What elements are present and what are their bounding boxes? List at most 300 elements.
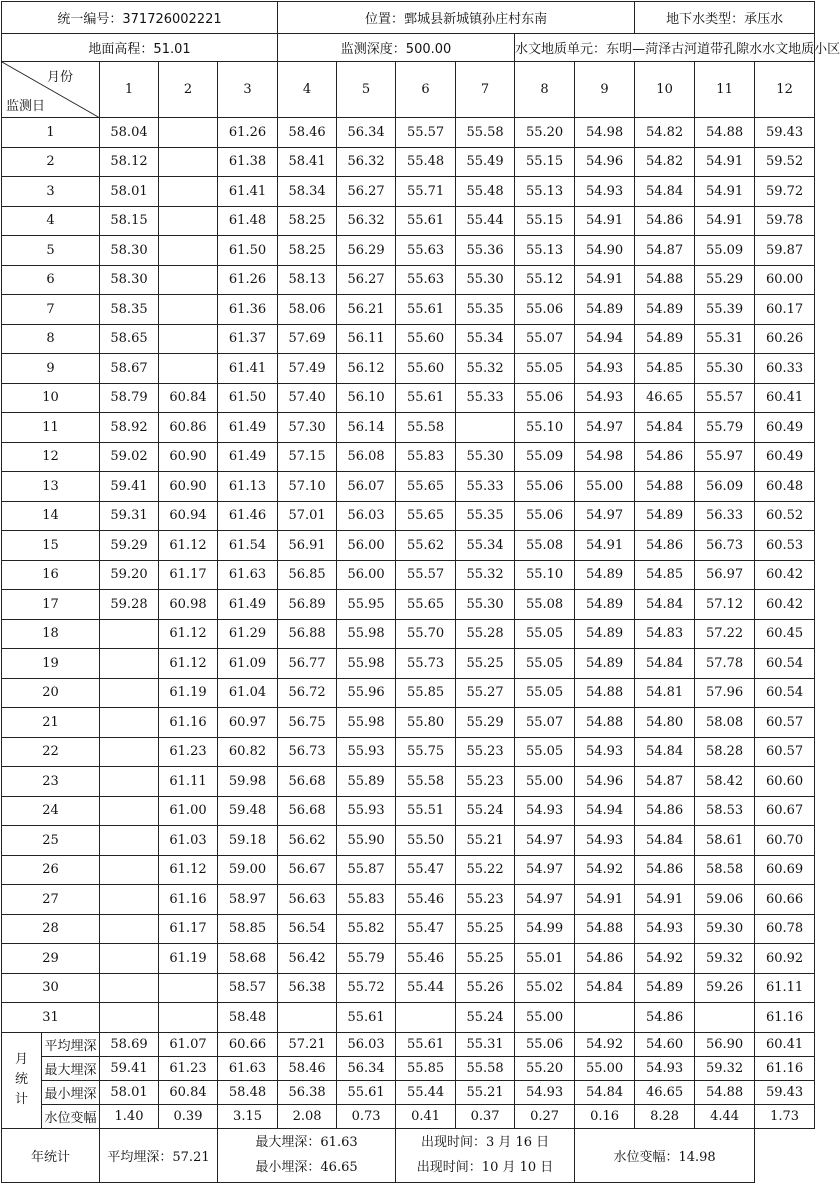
depth-value: 55.90 <box>337 826 396 856</box>
depth-value: 61.19 <box>159 944 218 974</box>
depth-value: 58.04 <box>100 118 159 148</box>
depth-value: 55.58 <box>396 413 456 443</box>
monthly-stat-value: 58.46 <box>278 1056 337 1080</box>
depth-value: 55.09 <box>695 236 755 266</box>
depth-value: 54.82 <box>635 118 695 148</box>
table-row <box>2 531 815 561</box>
depth-value <box>100 649 159 679</box>
depth-value: 56.34 <box>337 118 396 148</box>
depth-value: 55.33 <box>456 383 515 413</box>
depth-value: 61.16 <box>755 1003 815 1033</box>
depth-value: 54.92 <box>635 944 695 974</box>
depth-value: 55.98 <box>337 649 396 679</box>
depth-value: 54.97 <box>575 501 635 531</box>
monthly-stat-value: 60.84 <box>159 1080 218 1104</box>
monthly-stat-name: 平均埋深 <box>42 1032 100 1056</box>
depth-value: 59.28 <box>100 590 159 620</box>
depth-value: 57.15 <box>278 442 337 472</box>
depth-value: 61.29 <box>218 619 278 649</box>
depth-value <box>100 914 159 944</box>
depth-value <box>159 1003 218 1033</box>
depth-value: 60.49 <box>755 413 815 443</box>
depth-value: 56.91 <box>278 531 337 561</box>
depth-value: 58.65 <box>100 324 159 354</box>
depth-value: 56.62 <box>278 826 337 856</box>
depth-value: 54.89 <box>575 590 635 620</box>
depth-value: 58.25 <box>278 206 337 236</box>
depth-value: 56.27 <box>337 177 396 207</box>
depth-value: 58.46 <box>278 118 337 148</box>
depth-value: 54.87 <box>635 236 695 266</box>
depth-value: 59.52 <box>755 147 815 177</box>
depth-value: 54.94 <box>575 324 635 354</box>
depth-value: 55.70 <box>396 619 456 649</box>
depth-value: 54.84 <box>635 177 695 207</box>
depth-value: 59.00 <box>218 855 278 885</box>
yearly-min-depth: 最小埋深：46.65 <box>255 1160 358 1175</box>
depth-value: 55.44 <box>456 206 515 236</box>
depth-value: 61.50 <box>218 236 278 266</box>
monthly-stat-value: 59.32 <box>695 1056 755 1080</box>
depth-value: 55.47 <box>396 914 456 944</box>
monthly-stat-label-text: 月统计 <box>14 1052 28 1107</box>
depth-value: 60.48 <box>755 472 815 502</box>
depth-value: 61.03 <box>159 826 218 856</box>
depth-value: 56.11 <box>337 324 396 354</box>
depth-value: 54.92 <box>575 855 635 885</box>
month-header: 1 <box>100 62 159 118</box>
depth-value: 61.00 <box>159 796 218 826</box>
depth-value: 55.05 <box>515 737 575 767</box>
monthly-stat-value: 46.65 <box>635 1080 695 1104</box>
depth-value: 57.40 <box>278 383 337 413</box>
depth-value <box>100 619 159 649</box>
monthly-stat-value: 0.73 <box>337 1104 396 1128</box>
depth-value: 55.01 <box>515 944 575 974</box>
depth-value <box>159 147 218 177</box>
depth-value <box>159 324 218 354</box>
depth-value: 55.62 <box>396 531 456 561</box>
depth-value: 54.89 <box>575 560 635 590</box>
depth-value: 60.84 <box>159 383 218 413</box>
depth-value: 55.32 <box>456 560 515 590</box>
depth-value <box>159 354 218 384</box>
depth-value: 57.49 <box>278 354 337 384</box>
depth-value: 58.35 <box>100 295 159 325</box>
depth-value: 55.21 <box>456 826 515 856</box>
depth-value: 56.67 <box>278 855 337 885</box>
monthly-stat-value: 57.21 <box>278 1032 337 1056</box>
depth-value: 58.12 <box>100 147 159 177</box>
depth-value: 54.97 <box>575 413 635 443</box>
monthly-stat-value: 58.48 <box>218 1080 278 1104</box>
monthly-stat-value: 54.84 <box>575 1080 635 1104</box>
table-row <box>2 885 815 915</box>
depth-value: 54.99 <box>515 914 575 944</box>
table-row <box>2 708 815 738</box>
month-header-row <box>2 62 815 118</box>
depth-value: 60.41 <box>755 383 815 413</box>
depth-value: 56.00 <box>337 560 396 590</box>
table-row <box>2 177 815 207</box>
depth-value: 55.98 <box>337 619 396 649</box>
depth-value: 56.09 <box>695 472 755 502</box>
depth-value: 54.97 <box>515 826 575 856</box>
depth-value: 55.24 <box>456 796 515 826</box>
monthly-stat-value: 4.44 <box>695 1104 755 1128</box>
monthly-stat-row <box>2 1104 815 1128</box>
depth-value: 56.38 <box>278 973 337 1003</box>
month-header: 2 <box>159 62 218 118</box>
yearly-stat-label: 年统计 <box>2 1128 100 1182</box>
monthly-stat-value: 55.20 <box>515 1056 575 1080</box>
depth-value: 54.85 <box>635 560 695 590</box>
table-row <box>2 973 815 1003</box>
depth-value: 55.28 <box>456 619 515 649</box>
depth-value: 55.63 <box>396 265 456 295</box>
depth-value: 55.46 <box>396 885 456 915</box>
depth-value: 55.36 <box>456 236 515 266</box>
month-header: 12 <box>755 62 815 118</box>
day-label: 29 <box>2 944 100 974</box>
depth-value: 54.89 <box>575 619 635 649</box>
depth-value: 55.63 <box>396 236 456 266</box>
depth-value: 56.12 <box>337 354 396 384</box>
depth-value: 57.96 <box>695 678 755 708</box>
depth-value: 54.86 <box>575 944 635 974</box>
depth-value: 60.33 <box>755 354 815 384</box>
depth-value: 58.85 <box>218 914 278 944</box>
depth-value <box>695 1003 755 1033</box>
month-header: 8 <box>515 62 575 118</box>
depth-value: 56.32 <box>337 206 396 236</box>
groundwater-type: 地下水类型：承压水 <box>635 2 815 34</box>
monthly-stat-value: 55.06 <box>515 1032 575 1056</box>
depth-value <box>100 767 159 797</box>
depth-value: 59.48 <box>218 796 278 826</box>
depth-value <box>100 1003 159 1033</box>
depth-value: 55.79 <box>337 944 396 974</box>
hydrogeologic-unit: 水文地质单元：东明—菏泽古河道带孔隙水水文地质小区 <box>515 34 815 62</box>
depth-value: 58.57 <box>218 973 278 1003</box>
depth-value <box>159 118 218 148</box>
depth-value: 54.91 <box>695 147 755 177</box>
depth-value: 59.06 <box>695 885 755 915</box>
depth-value <box>100 737 159 767</box>
monthly-stat-value: 0.16 <box>575 1104 635 1128</box>
table-row <box>2 118 815 148</box>
depth-value: 56.27 <box>337 265 396 295</box>
month-header: 3 <box>218 62 278 118</box>
depth-value: 61.50 <box>218 383 278 413</box>
depth-value: 56.32 <box>337 147 396 177</box>
depth-value: 56.97 <box>695 560 755 590</box>
depth-value: 61.11 <box>159 767 218 797</box>
station-location: 位置：鄄城县新城镇孙庄村东南 <box>278 2 635 34</box>
depth-value: 55.13 <box>515 177 575 207</box>
depth-value: 61.11 <box>755 973 815 1003</box>
depth-value: 54.88 <box>575 678 635 708</box>
depth-value: 56.63 <box>278 885 337 915</box>
depth-value: 54.84 <box>635 590 695 620</box>
depth-value: 55.89 <box>337 767 396 797</box>
day-label: 27 <box>2 885 100 915</box>
depth-value <box>575 1003 635 1033</box>
depth-value: 56.72 <box>278 678 337 708</box>
depth-value: 55.15 <box>515 147 575 177</box>
depth-value: 61.49 <box>218 590 278 620</box>
depth-value: 61.13 <box>218 472 278 502</box>
depth-value <box>100 885 159 915</box>
table-row <box>2 855 815 885</box>
depth-value <box>100 973 159 1003</box>
depth-value <box>396 1003 456 1033</box>
depth-value: 55.25 <box>456 944 515 974</box>
table-row <box>2 826 815 856</box>
depth-value <box>100 678 159 708</box>
depth-value: 55.27 <box>456 678 515 708</box>
depth-value: 60.70 <box>755 826 815 856</box>
depth-value: 55.32 <box>456 354 515 384</box>
day-label: 17 <box>2 590 100 620</box>
day-label: 30 <box>2 973 100 1003</box>
depth-value: 60.42 <box>755 590 815 620</box>
depth-value: 55.44 <box>396 973 456 1003</box>
depth-value: 56.29 <box>337 236 396 266</box>
depth-value: 56.73 <box>695 531 755 561</box>
depth-value: 57.10 <box>278 472 337 502</box>
depth-value: 56.33 <box>695 501 755 531</box>
depth-value: 55.05 <box>515 354 575 384</box>
depth-value: 59.32 <box>695 944 755 974</box>
depth-value: 54.93 <box>635 914 695 944</box>
depth-value: 54.93 <box>575 177 635 207</box>
depth-value: 58.68 <box>218 944 278 974</box>
monthly-stat-value: 60.66 <box>218 1032 278 1056</box>
depth-value: 55.57 <box>396 118 456 148</box>
depth-value: 55.50 <box>396 826 456 856</box>
depth-value: 58.53 <box>695 796 755 826</box>
monthly-stat-value: 55.44 <box>396 1080 456 1104</box>
month-axis-label: 月份 <box>46 70 73 85</box>
table-row <box>2 236 815 266</box>
depth-value: 55.07 <box>515 324 575 354</box>
monthly-stat-value: 2.08 <box>278 1104 337 1128</box>
depth-value: 55.79 <box>695 413 755 443</box>
depth-value <box>159 236 218 266</box>
depth-value: 60.98 <box>159 590 218 620</box>
depth-value: 55.30 <box>456 590 515 620</box>
depth-value <box>456 413 515 443</box>
depth-value: 55.22 <box>456 855 515 885</box>
depth-value: 55.47 <box>396 855 456 885</box>
monthly-stat-value: 54.92 <box>575 1032 635 1056</box>
table-row <box>2 914 815 944</box>
depth-value: 60.60 <box>755 767 815 797</box>
depth-value <box>159 295 218 325</box>
depth-value: 55.00 <box>575 472 635 502</box>
depth-value: 57.30 <box>278 413 337 443</box>
depth-value: 55.48 <box>456 177 515 207</box>
depth-value: 55.26 <box>456 973 515 1003</box>
depth-value: 60.42 <box>755 560 815 590</box>
depth-value: 54.86 <box>635 796 695 826</box>
depth-value: 55.00 <box>515 767 575 797</box>
depth-value: 55.12 <box>515 265 575 295</box>
depth-value: 55.83 <box>337 885 396 915</box>
depth-value: 56.10 <box>337 383 396 413</box>
groundwater-monitoring-table <box>1 1 840 1183</box>
depth-value: 58.61 <box>695 826 755 856</box>
depth-value: 55.29 <box>456 708 515 738</box>
depth-value: 56.77 <box>278 649 337 679</box>
day-label: 23 <box>2 767 100 797</box>
depth-value: 55.25 <box>456 914 515 944</box>
depth-value: 55.10 <box>515 560 575 590</box>
depth-value: 55.87 <box>337 855 396 885</box>
depth-value: 56.07 <box>337 472 396 502</box>
depth-value <box>278 1003 337 1033</box>
depth-value: 61.54 <box>218 531 278 561</box>
depth-value: 58.25 <box>278 236 337 266</box>
depth-value: 58.30 <box>100 236 159 266</box>
depth-value: 60.92 <box>755 944 815 974</box>
depth-value: 55.08 <box>515 531 575 561</box>
depth-value: 55.73 <box>396 649 456 679</box>
depth-value: 55.65 <box>396 472 456 502</box>
monthly-stat-value: 60.41 <box>755 1032 815 1056</box>
depth-value: 56.73 <box>278 737 337 767</box>
day-label: 15 <box>2 531 100 561</box>
depth-value: 55.85 <box>396 678 456 708</box>
depth-value: 55.06 <box>515 501 575 531</box>
depth-value: 55.35 <box>456 295 515 325</box>
day-label: 2 <box>2 147 100 177</box>
depth-value: 59.41 <box>100 472 159 502</box>
depth-value: 60.49 <box>755 442 815 472</box>
table-row <box>2 590 815 620</box>
depth-value: 55.60 <box>396 354 456 384</box>
day-label: 1 <box>2 118 100 148</box>
day-label: 8 <box>2 324 100 354</box>
depth-value: 55.57 <box>396 560 456 590</box>
depth-value: 58.08 <box>695 708 755 738</box>
depth-value: 54.89 <box>635 501 695 531</box>
depth-value: 58.48 <box>218 1003 278 1033</box>
depth-value: 54.93 <box>515 796 575 826</box>
table-row <box>2 796 815 826</box>
depth-value: 61.38 <box>218 147 278 177</box>
day-label: 26 <box>2 855 100 885</box>
depth-value: 58.30 <box>100 265 159 295</box>
depth-value: 55.30 <box>456 265 515 295</box>
yearly-stat-row <box>2 1128 815 1182</box>
table-row <box>2 413 815 443</box>
depth-value: 59.78 <box>755 206 815 236</box>
depth-value: 58.06 <box>278 295 337 325</box>
depth-value: 55.83 <box>396 442 456 472</box>
monthly-stat-value: 0.39 <box>159 1104 218 1128</box>
depth-value: 59.98 <box>218 767 278 797</box>
monthly-stat-value: 0.37 <box>456 1104 515 1128</box>
depth-value: 61.37 <box>218 324 278 354</box>
day-label: 18 <box>2 619 100 649</box>
monthly-stat-value: 61.23 <box>159 1056 218 1080</box>
depth-value: 60.69 <box>755 855 815 885</box>
depth-value: 55.06 <box>515 472 575 502</box>
depth-value: 55.06 <box>515 383 575 413</box>
month-header: 4 <box>278 62 337 118</box>
monthly-stat-label <box>2 1032 42 1128</box>
depth-value: 61.19 <box>159 678 218 708</box>
depth-value: 55.82 <box>337 914 396 944</box>
depth-value: 55.13 <box>515 236 575 266</box>
monthly-stat-value: 55.31 <box>456 1032 515 1056</box>
depth-value: 60.78 <box>755 914 815 944</box>
depth-value: 55.60 <box>396 324 456 354</box>
depth-value: 56.68 <box>278 767 337 797</box>
table-row <box>2 442 815 472</box>
monitoring-depth: 监测深度：500.00 <box>278 34 515 62</box>
depth-value: 55.20 <box>515 118 575 148</box>
depth-value: 56.08 <box>337 442 396 472</box>
depth-value: 55.39 <box>695 295 755 325</box>
depth-value: 61.48 <box>218 206 278 236</box>
depth-value: 55.61 <box>396 383 456 413</box>
depth-value: 55.65 <box>396 590 456 620</box>
yearly-max-time: 出现时间：3 月 16 日 <box>420 1135 550 1150</box>
depth-value: 55.33 <box>456 472 515 502</box>
depth-value: 60.66 <box>755 885 815 915</box>
monthly-stat-name: 水位变幅 <box>42 1104 100 1128</box>
monthly-stat-value: 8.28 <box>635 1104 695 1128</box>
depth-value: 58.28 <box>695 737 755 767</box>
depth-value: 59.26 <box>695 973 755 1003</box>
depth-value: 61.36 <box>218 295 278 325</box>
depth-value: 55.72 <box>337 973 396 1003</box>
depth-value: 54.84 <box>575 973 635 1003</box>
depth-value <box>159 206 218 236</box>
yearly-range: 水位变幅：14.98 <box>575 1128 755 1182</box>
depth-value: 59.29 <box>100 531 159 561</box>
depth-value <box>159 265 218 295</box>
table-row <box>2 206 815 236</box>
depth-value: 58.01 <box>100 177 159 207</box>
monthly-stat-value: 55.61 <box>396 1032 456 1056</box>
depth-value: 46.65 <box>635 383 695 413</box>
monthly-stat-value: 55.58 <box>456 1056 515 1080</box>
depth-value: 55.71 <box>396 177 456 207</box>
depth-value: 60.90 <box>159 472 218 502</box>
monthly-stat-value: 3.15 <box>218 1104 278 1128</box>
depth-value: 61.09 <box>218 649 278 679</box>
depth-value: 55.09 <box>515 442 575 472</box>
depth-value: 54.84 <box>635 826 695 856</box>
table-row <box>2 295 815 325</box>
depth-value: 54.93 <box>575 383 635 413</box>
depth-value: 56.21 <box>337 295 396 325</box>
depth-value: 54.97 <box>515 855 575 885</box>
table-row <box>2 944 815 974</box>
depth-value: 55.23 <box>456 767 515 797</box>
depth-value: 61.46 <box>218 501 278 531</box>
day-label: 3 <box>2 177 100 207</box>
depth-value: 54.91 <box>695 206 755 236</box>
depth-value: 55.58 <box>396 767 456 797</box>
depth-value: 54.87 <box>635 767 695 797</box>
monthly-stat-value: 61.16 <box>755 1056 815 1080</box>
yearly-avg-depth: 平均埋深：57.21 <box>100 1128 218 1182</box>
